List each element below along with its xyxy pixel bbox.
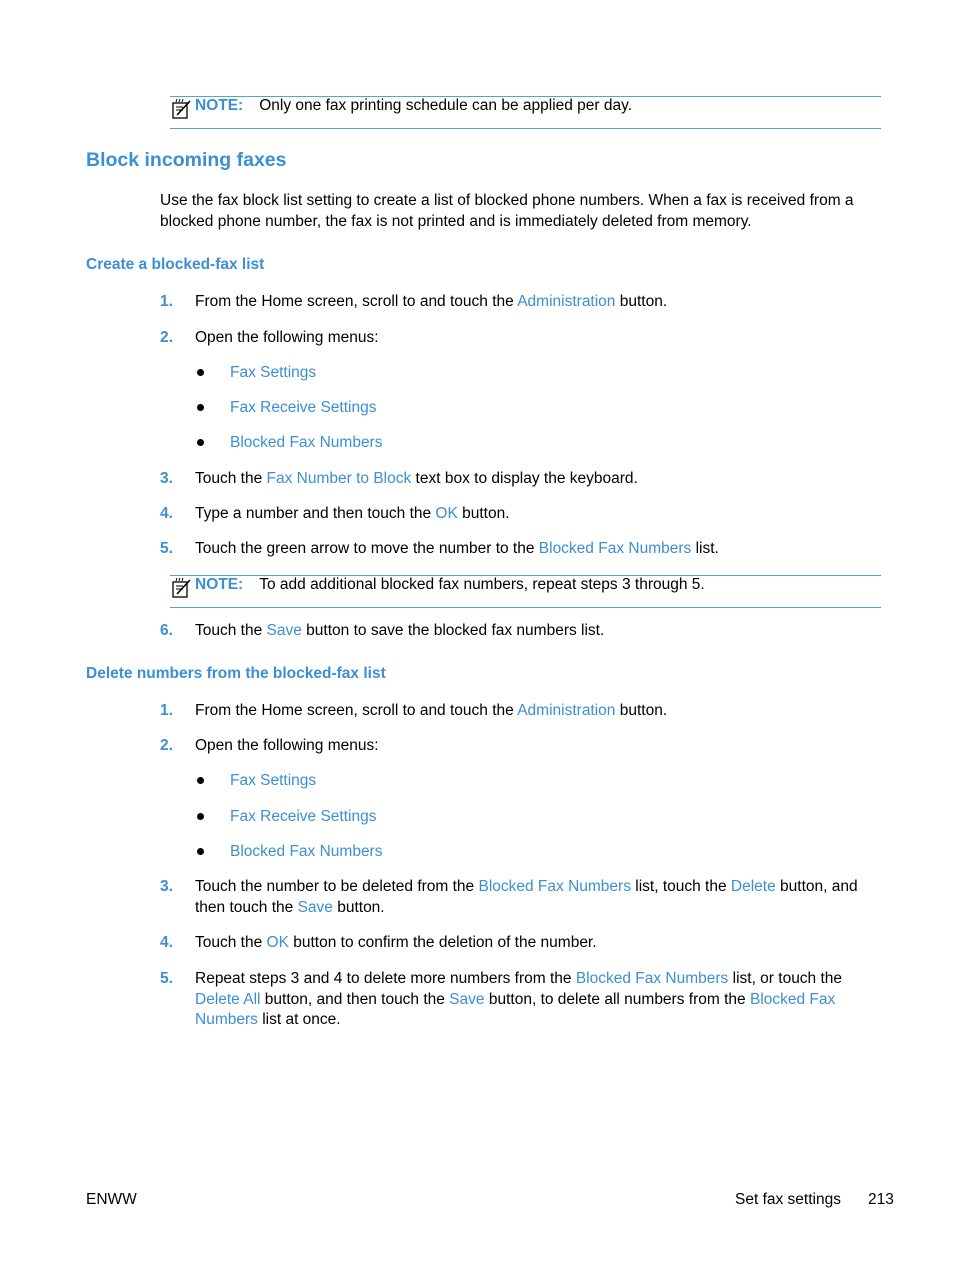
intro-line-1: Use the fax block list setting to create a list of blocked phone numbers. When a fax is received from a [160,192,854,209]
save-link[interactable]: Save [449,991,485,1008]
footer-section: Set fax settings [735,1191,841,1208]
delete-step-3: 3. [160,878,173,895]
create-step-1: 1. [160,293,173,310]
note-bottom-rule [170,607,881,608]
bullet [197,404,204,411]
create-step-2: 2. [160,329,173,346]
delete-step-5-text-3: Numbers list at once. [195,1011,341,1028]
note-text: NOTE: To add additional blocked fax numbers, repeat steps 3 through 5. [195,576,705,593]
fax-number-to-block-link[interactable]: Fax Number to Block [266,470,412,487]
create-step-4-text: Type a number and then touch the OK button. [195,505,510,522]
delete-step-4: 4. [160,934,173,951]
delete-heading: Delete numbers from the blocked-fax list [86,665,386,682]
create-step-3: 3. [160,470,173,487]
note-icon [171,577,193,599]
create-step-5: 5. [160,540,173,557]
create-step-5-text: Touch the green arrow to move the number to the Blocked Fax Numbers list. [195,540,719,557]
create-step-6-text: Touch the Save button to save the blocked fax numbers list. [195,622,605,639]
create-step-1-text: From the Home screen, scroll to and touch the Administration button. [195,293,668,310]
delete-step-3-text-2: then touch the Save button. [195,899,385,916]
blocked-fax-link[interactable]: Blocked Fax [749,991,836,1008]
delete-step-5-text-2: Delete All button, and then touch the Save button, to delete all numbers from the Blocked Fax [195,991,836,1008]
ok-link[interactable]: OK [435,505,458,522]
section-title: Block incoming faxes [86,149,287,171]
delete-step-2-text: Open the following menus: [195,737,379,754]
numbers-link[interactable]: Numbers [195,1011,258,1028]
bullet [197,369,204,376]
delete-link[interactable]: Delete [730,878,776,895]
footer-left: ENWW [86,1191,137,1208]
delete-step-5-text: Repeat steps 3 and 4 to delete more numbers from the Blocked Fax Numbers list, or touch the [195,970,843,987]
delete-step-1: 1. [160,702,173,719]
bullet [197,848,204,855]
administration-link[interactable]: Administration [517,702,616,719]
note-text: NOTE: Only one fax printing schedule can be applied per day. [195,97,633,114]
create-step-6: 6. [160,622,173,639]
intro-line-2: blocked phone number, the fax is not printed and is immediately deleted from memory. [160,213,752,230]
note-bottom-rule [170,128,881,129]
delete-step-2: 2. [160,737,173,754]
menu-blocked-fax-numbers[interactable]: Blocked Fax Numbers [230,434,383,451]
create-step-3-text: Touch the Fax Number to Block text box to display the keyboard. [195,470,638,487]
administration-link[interactable]: Administration [517,293,616,310]
create-step-2-text: Open the following menus: [195,329,379,346]
create-step-4: 4. [160,505,173,522]
blocked-fax-numbers-link[interactable]: Blocked Fax Numbers [478,878,631,895]
save-link[interactable]: Save [297,899,333,916]
delete-step-5: 5. [160,970,173,987]
delete-all-link[interactable]: Delete All [195,991,261,1008]
bullet [197,813,204,820]
menu-fax-settings[interactable]: Fax Settings [230,772,317,789]
delete-step-1-text: From the Home screen, scroll to and touch the Administration button. [195,702,668,719]
ok-link[interactable]: OK [266,934,289,951]
blocked-fax-numbers-link[interactable]: Blocked Fax Numbers [575,970,729,987]
delete-step-4-text: Touch the OK button to confirm the deletion of the number. [195,934,597,951]
menu-fax-receive-settings[interactable]: Fax Receive Settings [230,808,377,825]
bullet [197,777,204,784]
menu-fax-receive-settings[interactable]: Fax Receive Settings [230,399,377,416]
note-icon [171,98,193,120]
save-link[interactable]: Save [266,622,302,639]
delete-step-3-text: Touch the number to be deleted from the Blocked Fax Numbers list, touch the Delete button, and [195,878,858,895]
menu-blocked-fax-numbers[interactable]: Blocked Fax Numbers [230,843,383,860]
footer-page-number: 213 [868,1191,894,1208]
menu-fax-settings[interactable]: Fax Settings [230,364,317,381]
create-heading: Create a blocked-fax list [86,256,265,273]
bullet [197,439,204,446]
blocked-fax-numbers-link[interactable]: Blocked Fax Numbers [538,540,692,557]
